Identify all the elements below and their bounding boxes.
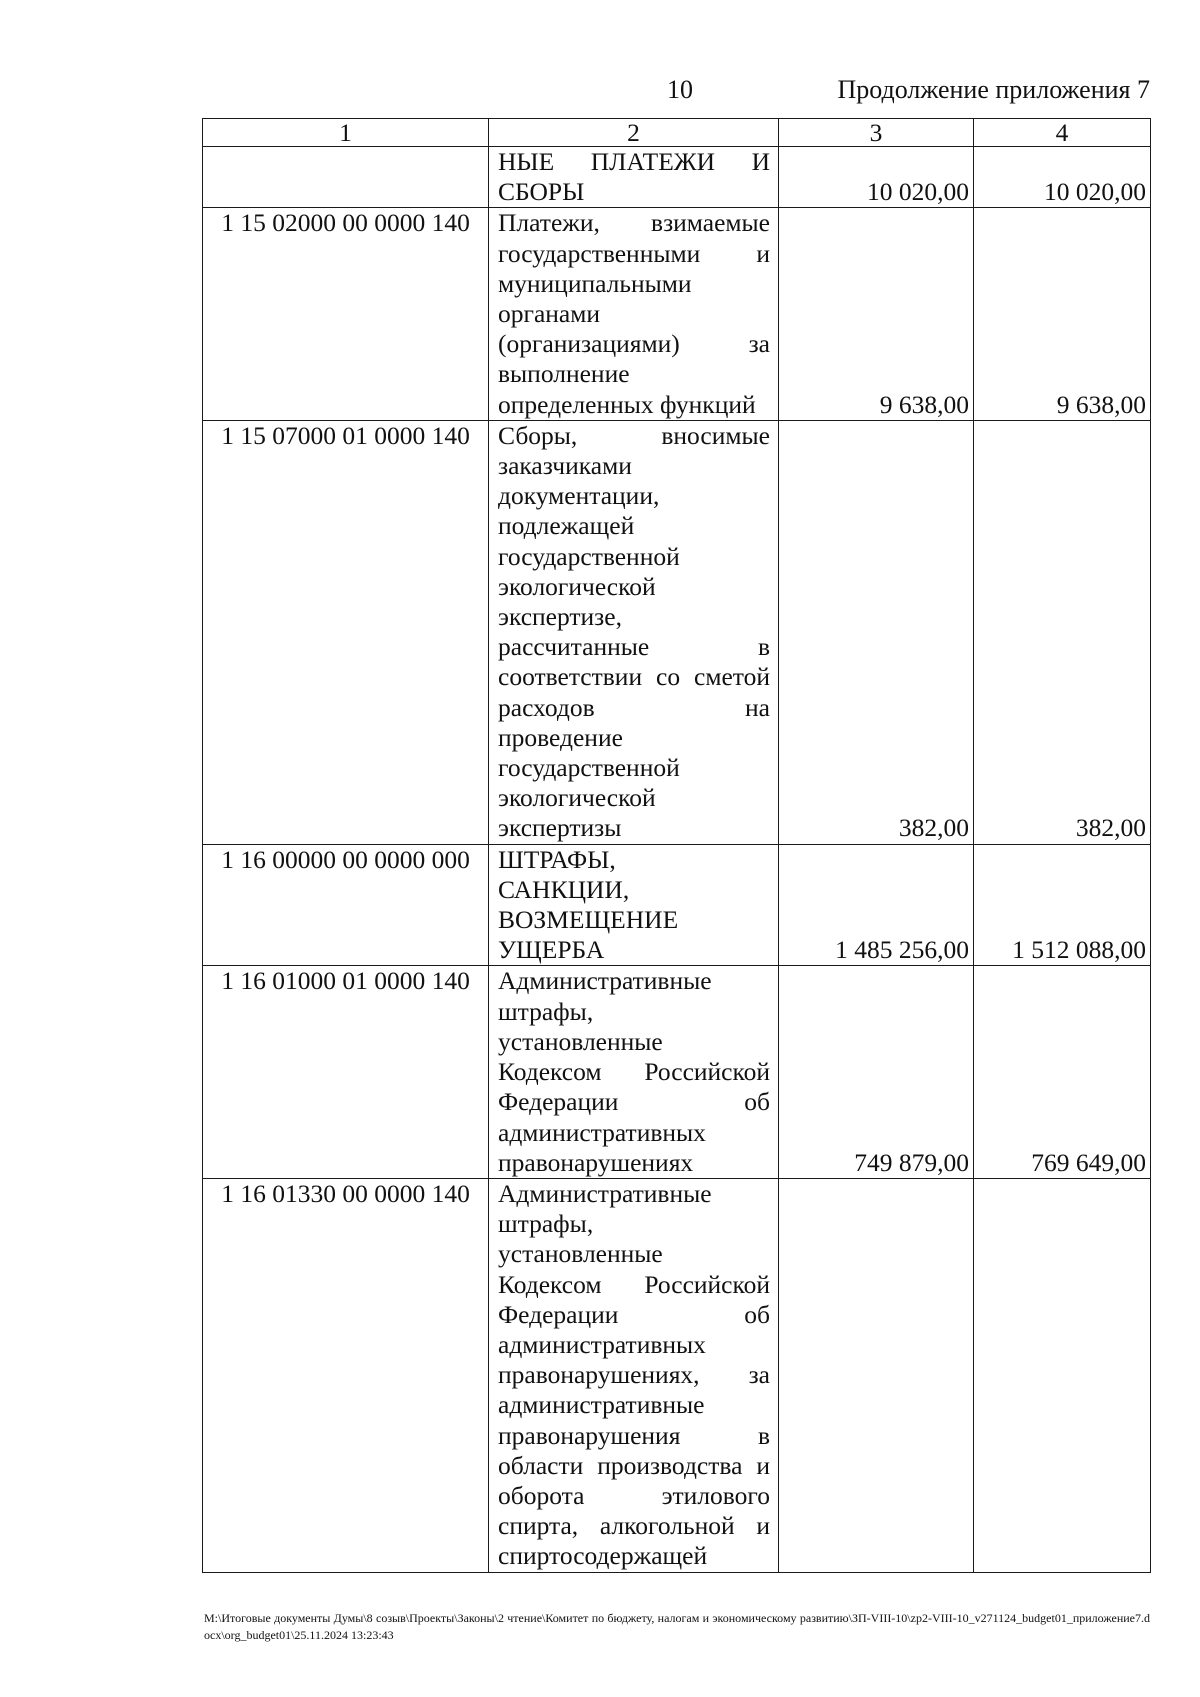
revenue-name-line: заказчиками xyxy=(498,451,632,481)
table-row xyxy=(203,1178,1151,1572)
revenue-name-line: государственными и xyxy=(498,238,770,268)
revenue-name-cell xyxy=(489,1178,779,1572)
amount-col3-cell: 749 879,00 xyxy=(779,966,974,1178)
revenue-name-line: Административные xyxy=(498,966,712,996)
table-row xyxy=(203,208,1151,420)
revenue-name-line: подлежащей xyxy=(498,511,635,541)
revenue-name-line: соответствии со сметой xyxy=(498,662,770,692)
revenue-name-cell xyxy=(489,147,779,208)
appendix-continuation-label: Продолжение приложения 7 xyxy=(837,75,1150,104)
revenue-name-line: экспертизы xyxy=(498,813,622,843)
budget-code-cell xyxy=(203,147,489,208)
column-header-4: 4 xyxy=(974,119,1151,147)
table-body xyxy=(203,119,1151,1573)
revenue-name-line: государственной xyxy=(498,541,680,571)
revenue-name-line: проведение xyxy=(498,722,623,752)
amount-col3-cell: 1 485 256,00 xyxy=(779,844,974,966)
revenue-name-line: НЫЕ ПЛАТЕЖИ И xyxy=(498,147,770,176)
revenue-name-line: (организациями) за xyxy=(498,329,770,359)
page-number: 10 xyxy=(667,75,693,104)
revenue-name-line: Федерации об xyxy=(498,1299,770,1329)
budget-revenue-table xyxy=(202,118,1151,1573)
revenue-name-line: Платежи, взимаемые xyxy=(498,208,770,238)
revenue-name-line: административных xyxy=(498,1329,706,1359)
amount-col4-cell: 9 638,00 xyxy=(974,208,1151,420)
revenue-name-line: установленные xyxy=(498,1239,663,1269)
revenue-name-line: расходов на xyxy=(498,692,770,722)
amount-col4-cell: 10 020,00 xyxy=(974,147,1151,208)
amount-col4-cell: 1 512 088,00 xyxy=(974,844,1151,966)
revenue-name-line: ВОЗМЕЩЕНИЕ xyxy=(498,905,679,935)
revenue-name-line: экологической xyxy=(498,571,656,601)
table-row xyxy=(203,420,1151,844)
amount-col4-cell: 382,00 xyxy=(974,420,1151,844)
amount-col3-cell: 9 638,00 xyxy=(779,208,974,420)
revenue-name-line: ШТРАФЫ, xyxy=(498,844,616,874)
revenue-name-line: правонарушения в xyxy=(498,1420,770,1450)
column-header-1: 1 xyxy=(203,119,489,147)
revenue-name-line: органами xyxy=(498,299,601,329)
revenue-name-line: Федерации об xyxy=(498,1087,770,1117)
revenue-name-line: выполнение xyxy=(498,359,630,389)
revenue-name-cell xyxy=(489,420,779,844)
amount-col4-cell: 769 649,00 xyxy=(974,966,1151,1178)
revenue-name-line: документации, xyxy=(498,481,660,511)
revenue-name-line: определенных функций xyxy=(498,389,756,419)
revenue-name-line: штрафы, xyxy=(498,996,594,1026)
column-header-2: 2 xyxy=(489,119,779,147)
revenue-name-line: САНКЦИИ, xyxy=(498,874,630,904)
revenue-name-line: Кодексом Российской xyxy=(498,1269,770,1299)
revenue-name-line: СБОРЫ xyxy=(498,177,585,207)
amount-col3-cell: 10 020,00 xyxy=(779,147,974,208)
revenue-name-line: экологической xyxy=(498,783,656,813)
table-row xyxy=(203,844,1151,966)
table-row xyxy=(203,147,1151,208)
revenue-name-line: штрафы, xyxy=(498,1209,594,1239)
budget-code-cell: 1 15 07000 01 0000 140 xyxy=(203,420,489,844)
budget-code-cell: 1 15 02000 00 0000 140 xyxy=(203,208,489,420)
amount-col3-cell: 382,00 xyxy=(779,420,974,844)
revenue-name-line: рассчитанные в xyxy=(498,632,770,662)
revenue-name-line: УЩЕРБА xyxy=(498,935,605,965)
document-file-path: M:\Итоговые документы Думы\8 созыв\Проекты\Законы\2 чтение\Комитет по бюджету, налогам и экономическому развитию\ЗП-VIII-10\zp2-VIII-10_v271124_budget01_приложение7.docx\org_budget01\25.11.2024 13:23:43 xyxy=(204,1611,1150,1642)
revenue-name-line: экспертизе, xyxy=(498,602,622,632)
revenue-name-line: оборота этилового xyxy=(498,1480,770,1510)
table-row xyxy=(203,966,1151,1178)
amount-col3-cell xyxy=(779,1178,974,1572)
revenue-name-line: Административные xyxy=(498,1178,712,1208)
revenue-name-line: установленные xyxy=(498,1026,663,1056)
revenue-name-line: спирта, алкогольной и xyxy=(498,1511,770,1541)
revenue-name-line: административные xyxy=(498,1390,705,1420)
revenue-name-line: спиртосодержащей xyxy=(498,1541,708,1571)
budget-code-cell: 1 16 01000 01 0000 140 xyxy=(203,966,489,1178)
budget-code-cell: 1 16 01330 00 0000 140 xyxy=(203,1178,489,1572)
revenue-name-line: Сборы, вносимые xyxy=(498,420,770,450)
revenue-name-line: государственной xyxy=(498,753,680,783)
revenue-name-cell xyxy=(489,966,779,1178)
column-number-row xyxy=(203,119,1151,147)
revenue-name-line: муниципальными xyxy=(498,268,692,298)
revenue-name-line: административных xyxy=(498,1117,706,1147)
revenue-name-cell xyxy=(489,208,779,420)
revenue-name-line: правонарушениях xyxy=(498,1147,694,1177)
revenue-name-line: правонарушениях, за xyxy=(498,1360,770,1390)
budget-code-cell: 1 16 00000 00 0000 000 xyxy=(203,844,489,966)
revenue-name-cell xyxy=(489,844,779,966)
revenue-name-line: области производства и xyxy=(498,1450,770,1480)
revenue-name-line: Кодексом Российской xyxy=(498,1057,770,1087)
column-header-3: 3 xyxy=(779,119,974,147)
amount-col4-cell xyxy=(974,1178,1151,1572)
